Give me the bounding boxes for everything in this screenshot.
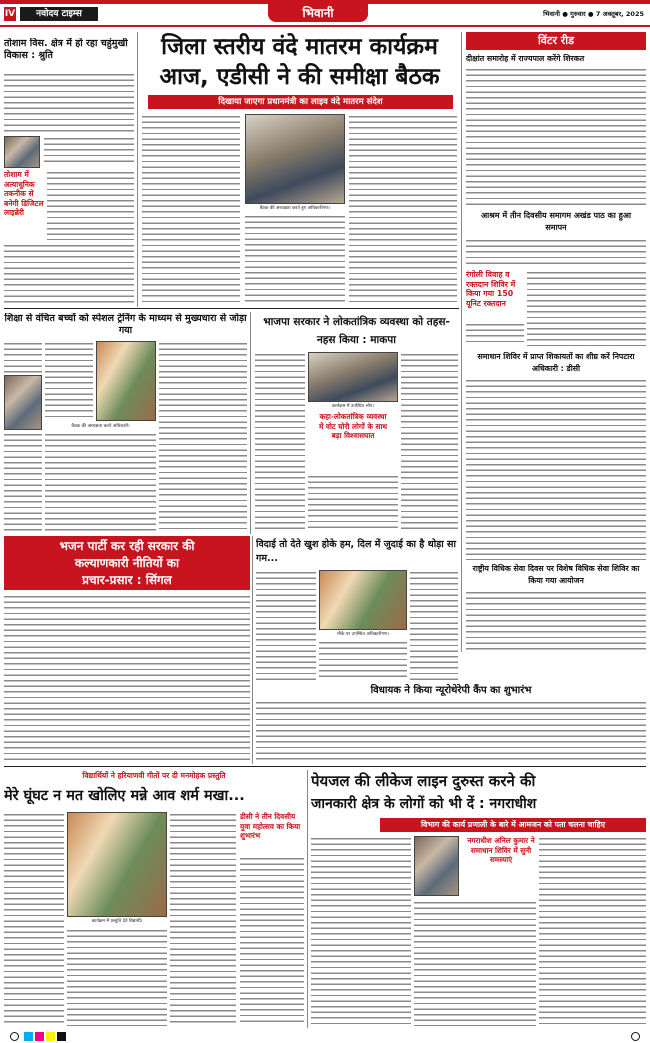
left-story-body-4 bbox=[4, 243, 134, 305]
neuro-body bbox=[256, 700, 646, 762]
legal-body bbox=[466, 590, 646, 650]
left-story-body bbox=[4, 72, 134, 134]
color-swatch-magenta bbox=[35, 1032, 44, 1041]
farewell-photo-caption: मौके पर उपस्थित अधिकारीगण। bbox=[337, 632, 389, 637]
bottom-right-subhead: विभाग की कार्य प्रणाली के बारे में आमजन को पता चलना चाहिए bbox=[380, 818, 646, 832]
right-sub-body bbox=[466, 238, 646, 268]
mid-left-body-5 bbox=[159, 341, 247, 532]
mid-left-photo-caption: बैठक की अध्यक्षता करते अधिकारी। bbox=[71, 424, 130, 429]
right-top-body bbox=[466, 67, 646, 207]
page-number: IV bbox=[4, 9, 16, 19]
bottom-right-portrait bbox=[414, 836, 459, 896]
color-swatch-yellow bbox=[46, 1032, 55, 1041]
bottom-right-headline-line2: जानकारी क्षेत्र के लोगों को भी दें : नगराधीश bbox=[311, 796, 537, 812]
color-swatch-cyan bbox=[24, 1032, 33, 1041]
bottom-left-kicker: विद्यार्थियों ने हरियाणवी गीतों पर दी मनमोहक प्रस्तुति bbox=[82, 771, 226, 780]
left-story-body-3 bbox=[47, 170, 134, 240]
bottom-left-body-3 bbox=[170, 812, 236, 1026]
lead-headline-line2: आज, एडीसी ने की समीक्षा बैठक bbox=[159, 64, 440, 90]
section-rule-bottom bbox=[4, 766, 646, 767]
mid-center-body-3 bbox=[401, 352, 458, 532]
mid-center-photo-caption: कार्यक्रम में उपस्थित लोग। bbox=[331, 404, 375, 409]
neuro-headline: विधायक ने किया न्यूरोथेरेपी कैंप का शुभारंभ bbox=[370, 685, 532, 696]
mid-left-body-1 bbox=[4, 341, 42, 373]
dateline: भिवानी ● गुरुवार ● 7 अक्तूबर, 2025 bbox=[543, 10, 644, 18]
left-story-body-2 bbox=[44, 136, 134, 166]
legal-headline: राष्ट्रीय विधिक सेवा दिवस पर विशेष विधिक सेवा शिविर का किया गया आयोजन bbox=[472, 564, 640, 585]
city-label: भिवानी bbox=[268, 4, 368, 22]
right-body-2 bbox=[466, 322, 524, 346]
farewell-body-1 bbox=[256, 570, 316, 680]
right-sub-headline: आश्रम में तीन दिवसीय समागम अखंड पाठ का हुआ समापन bbox=[480, 211, 632, 232]
mid-center-headline: भाजपा सरकार ने लोकतांत्रिक व्यवस्था को तहस-नहस किया : माकपा bbox=[263, 316, 450, 346]
bjp-headline-line1: भजन पार्टी कर रही सरकार की bbox=[59, 539, 195, 553]
column-rule-right bbox=[461, 32, 462, 652]
farewell-body-2 bbox=[319, 640, 407, 680]
bottom-left-sidebar-label: डीसी ने तीन दिवसीय युवा महोत्सव का किया शुभारंभ bbox=[240, 812, 301, 840]
grievance-body bbox=[466, 378, 646, 560]
bottom-left-body-2 bbox=[67, 928, 167, 1026]
bottom-right-body-1 bbox=[311, 836, 411, 1026]
bottom-left-body-4 bbox=[240, 856, 304, 1026]
right-top-headline: दीक्षांत समारोह में राज्यपाल करेंगे शिरकत bbox=[466, 54, 585, 63]
left-story-sidebar-label: तोशाम में अत्याधुनिक तकनीक से बनेगी डिजिटल लाइब्रेरी bbox=[4, 170, 44, 217]
right-section-label: विंटर रीड bbox=[466, 32, 646, 50]
grievance-headline: समाधान शिविर में प्राप्त शिकायतों का शीघ्र करें निपटारा अधिकारी : डीसी bbox=[477, 352, 635, 373]
bjp-body bbox=[4, 594, 250, 762]
print-footer bbox=[0, 1030, 650, 1043]
section-rule bbox=[4, 308, 459, 309]
column-rule bbox=[137, 32, 138, 307]
farewell-body-3 bbox=[410, 570, 458, 680]
farewell-headline: विदाई तो देते खुश होके हम, दिल में जुदाई का है थोड़ा सा गम... bbox=[256, 539, 456, 564]
bottom-right-pullquote: नगराधीश अनिल कुमार ने समाधान शिविर में सुनी समस्याएं bbox=[467, 836, 535, 864]
bottom-left-headline: मेरे घूंघट न मत खोलिए मन्ने आव शर्म मखा... bbox=[4, 788, 245, 804]
lead-photo bbox=[245, 114, 345, 204]
lead-body-col2 bbox=[245, 214, 345, 304]
left-story-portrait bbox=[4, 136, 40, 168]
bottom-right-body-3 bbox=[539, 836, 646, 1026]
header-rule bbox=[0, 25, 650, 27]
bjp-headline-line2: कल्याणकारी नीतियों का bbox=[74, 556, 180, 570]
mid-left-headline: शिक्षा से वंचित बच्चों को स्पेशल ट्रेनिंग के माध्यम से मुख्यधारा से जोड़ा गया bbox=[4, 313, 247, 336]
bottom-left-photo bbox=[67, 812, 167, 917]
newspaper-brand: नवोदय टाइम्स bbox=[20, 7, 98, 21]
mid-center-body-2 bbox=[308, 474, 398, 532]
mid-left-portrait bbox=[4, 375, 42, 430]
lead-headline-line1: जिला स्तरीय वंदे मातरम कार्यक्रम bbox=[161, 34, 438, 60]
color-swatch-black bbox=[57, 1032, 66, 1041]
lead-body-col3 bbox=[349, 114, 457, 304]
bottom-left-body-1 bbox=[4, 812, 64, 1026]
right-pullquote: रंगोली विवाह व रक्तदान शिविर में किया गया 150 यूनिट रक्तदान bbox=[466, 270, 516, 308]
registration-mark-right bbox=[631, 1032, 640, 1041]
bottom-right-body-2 bbox=[414, 900, 536, 1026]
lead-photo-caption: बैठक की अध्यक्षता करते हुए अधिकारीगण। bbox=[259, 206, 331, 211]
mid-left-body-3 bbox=[45, 341, 93, 421]
column-rule-bottom bbox=[307, 770, 308, 1028]
column-rule-bjp bbox=[252, 536, 253, 764]
bjp-headline-line3: प्रचार-प्रसार : सिंगल bbox=[82, 573, 172, 587]
left-story-headline: तोशाम विस. क्षेत्र में हो रहा चहुंमुखी विकास : श्रुति bbox=[4, 38, 128, 61]
registration-mark-left bbox=[10, 1032, 19, 1041]
mid-left-photo bbox=[96, 341, 156, 421]
column-rule-mid bbox=[250, 312, 251, 534]
mid-left-body-2 bbox=[4, 432, 42, 532]
mid-center-body-1 bbox=[255, 352, 305, 532]
right-pullquote-body bbox=[527, 270, 646, 346]
mid-left-body-4 bbox=[45, 432, 156, 532]
lead-body-col1 bbox=[142, 114, 240, 304]
bottom-right-headline-line1: पेयजल की लीकेज लाइन दुरुस्त करने की bbox=[311, 772, 536, 790]
lead-subhead: दिखाया जाएगा प्रधानमंत्री का लाइव वंदे मातरम संदेश bbox=[148, 95, 453, 109]
mid-center-photo bbox=[308, 352, 398, 402]
mid-center-pullquote: कहा-लोकतांत्रिक व्यवस्था में वोट चोरी लोगों के साथ बड़ा विश्वासघात bbox=[318, 412, 387, 440]
bottom-left-photo-caption: कार्यक्रम में प्रस्तुति देते विद्यार्थी। bbox=[91, 919, 143, 924]
farewell-photo bbox=[319, 570, 407, 630]
